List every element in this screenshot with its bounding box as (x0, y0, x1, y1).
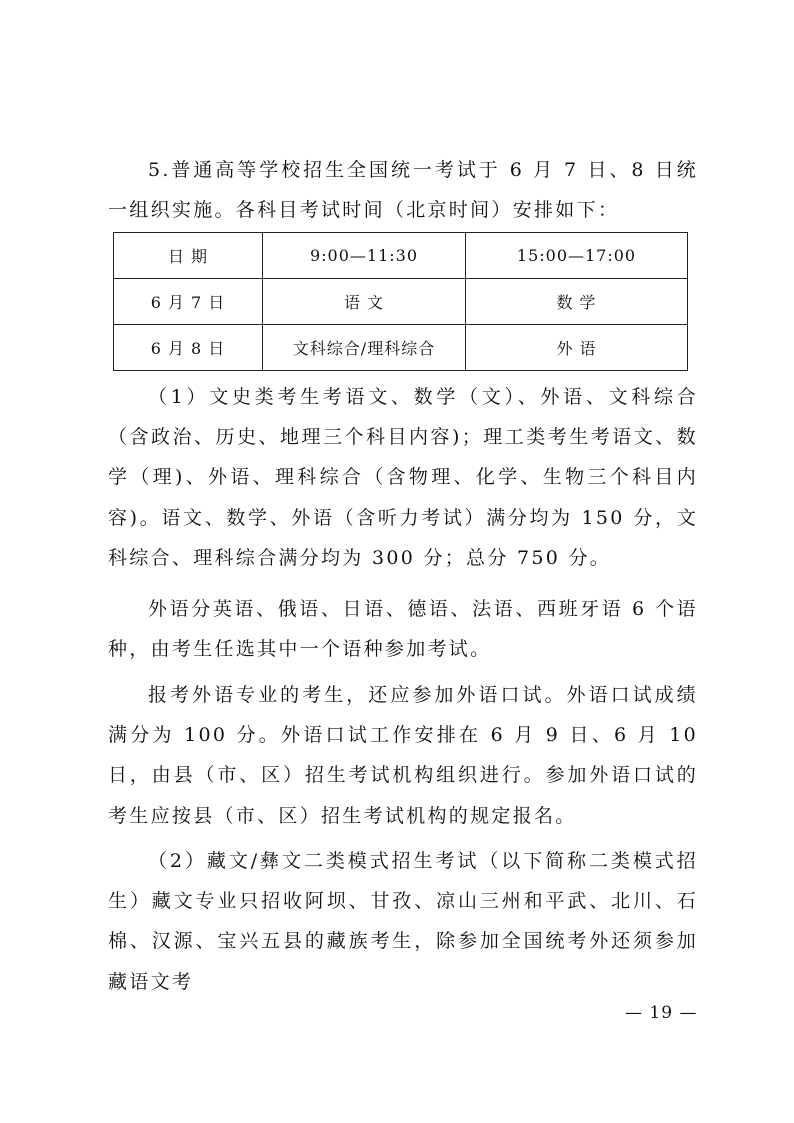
table-header-cell: 15:00—17:00 (466, 233, 688, 279)
table-header-cell: 日 期 (114, 233, 263, 279)
table-cell-morning: 文科综合/理科综合 (263, 325, 466, 371)
paragraph-subjects: （1）文史类考生考语文、数学（文）、外语、文科综合（含政治、历史、地理三个科目内容)；理工类考生考语文、数学（理)、外语、理科综合（含物理、化学、生物三个科目内容)。语文、数学、外语（含听力考试）满分均为 150 分，文科综合、理科综合满分均为 300 分；总分 750 分。 (108, 386, 698, 569)
paragraph-oral-exam: 报考外语专业的考生，还应参加外语口试。外语口试成绩满分为 100 分。外语口试工作安排在 6 月 9 日、6 月 10 日，由县（市、区）招生考试机构组织进行。参加外语口试的考生应按县（市、区）招生考试机构的规定报名。 (108, 684, 698, 827)
table-header-row (114, 233, 688, 279)
table-cell-afternoon: 外 语 (466, 325, 688, 371)
page-number: — 19 — (625, 1003, 698, 1023)
paragraph-tibetan-yi-mode: （2）藏文/彝文二类模式招生考试（以下简称二类模式招生）藏文专业只招收阿坝、甘孜、凉山三州和平武、北川、石棉、汉源、宝兴五县的藏族考生，除参加全国统考外还须参加藏语文考 (108, 850, 698, 993)
exam-schedule-table (113, 232, 688, 371)
table-cell-date: 6 月 7 日 (114, 279, 263, 325)
table-cell-date: 6 月 8 日 (114, 325, 263, 371)
table-cell-morning: 语 文 (263, 279, 466, 325)
table-row (114, 325, 688, 371)
table-row (114, 279, 688, 325)
table-header-cell: 9:00—11:30 (263, 233, 466, 279)
paragraph-exam-schedule-intro: 5.普通高等学校招生全国统一考试于 6 月 7 日、8 日统一组织实施。各科目考试时间（北京时间）安排如下： (108, 159, 698, 222)
table-cell-afternoon: 数 学 (466, 279, 688, 325)
paragraph-foreign-languages: 外语分英语、俄语、日语、德语、法语、西班牙语 6 个语种，由考生任选其中一个语种参加考试。 (108, 598, 698, 661)
